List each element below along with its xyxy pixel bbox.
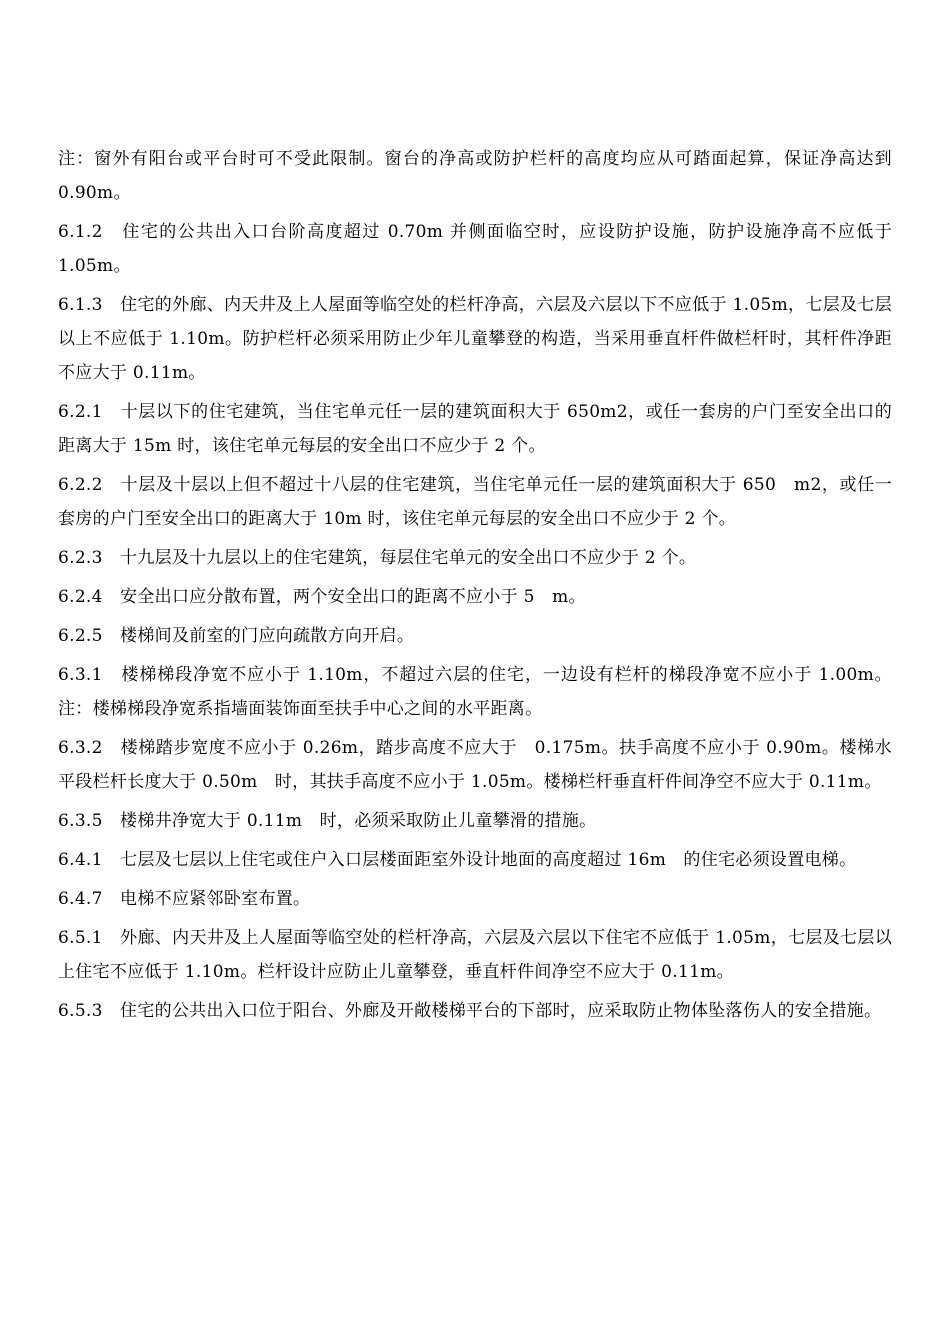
note-window-sill: 注：窗外有阳台或平台时可不受此限制。窗台的净高或防护栏杆的高度均应从可踏面起算，保证净高达到 0.90m。 (58, 149, 892, 203)
clause-6-3-2: 6.3.2 楼梯踏步宽度不应小于 0.26m，踏步高度不应大于 0.175m。扶手高度不应小于 0.90m。楼梯水平段栏杆长度大于 0.50m 时，其扶手高度不应小于 1.05m。楼梯栏杆垂直杆件间净空不应大于 0.11m。 (58, 738, 892, 792)
clause-6-1-3: 6.1.3 住宅的外廊、内天井及上人屋面等临空处的栏杆净高，六层及六层以下不应低于 1.05m，七层及七层以上不应低于 1.10m。防护栏杆必须采用防止少年儿童攀登的构造，当采用垂直杆件做栏杆时，其杆件净距不应大于 0.11m。 (58, 295, 892, 383)
clause-6-4-1: 6.4.1 七层及七层以上住宅或住户入口层楼面距室外设计地面的高度超过 16m 的住宅必须设置电梯。 (58, 850, 857, 870)
clause-6-2-4: 6.2.4 安全出口应分散布置，两个安全出口的距离不应小于 5 m。 (58, 587, 586, 607)
clause-6-4-7: 6.4.7 电梯不应紧邻卧室布置。 (58, 889, 311, 909)
clause-6-1-2: 6.1.2 住宅的公共出入口台阶高度超过 0.70m 并侧面临空时，应设防护设施，防护设施净高不应低于 1.05m。 (58, 222, 892, 276)
clause-6-2-1: 6.2.1 十层以下的住宅建筑，当住宅单元任一层的建筑面积大于 650m2，或任一套房的户门至安全出口的距离大于 15m 时，该住宅单元每层的安全出口不应少于 2 个。 (58, 402, 892, 456)
clause-6-5-1: 6.5.1 外廊、内天井及上人屋面等临空处的栏杆净高，六层及六层以下住宅不应低于 1.05m，七层及七层以上住宅不应低于 1.10m。栏杆设计应防止儿童攀登，垂直杆件间净空不应大于 0.11m。 (58, 928, 892, 982)
clause-6-2-2: 6.2.2 十层及十层以上但不超过十八层的住宅建筑，当住宅单元任一层的建筑面积大于 650 m2，或任一套房的户门至安全出口的距离大于 10m 时，该住宅单元每层的安全出口不应少于 2 个。 (58, 475, 892, 529)
clause-6-5-3: 6.5.3 住宅的公共出入口位于阳台、外廊及开敞楼梯平台的下部时，应采取防止物体坠落伤人的安全措施。 (58, 1001, 882, 1021)
clause-6-3-1: 6.3.1 楼梯梯段净宽不应小于 1.10m，不超过六层的住宅，一边设有栏杆的梯段净宽不应小于 1.00m。注：楼梯梯段净宽系指墙面装饰面至扶手中心之间的水平距离。 (58, 665, 892, 719)
clause-6-3-5: 6.3.5 楼梯井净宽大于 0.11m 时，必须采取防止儿童攀滑的措施。 (58, 811, 597, 831)
clause-6-2-3: 6.2.3 十九层及十九层以上的住宅建筑，每层住宅单元的安全出口不应少于 2 个。 (58, 548, 697, 568)
clause-6-2-5: 6.2.5 楼梯间及前室的门应向疏散方向开启。 (58, 626, 415, 646)
